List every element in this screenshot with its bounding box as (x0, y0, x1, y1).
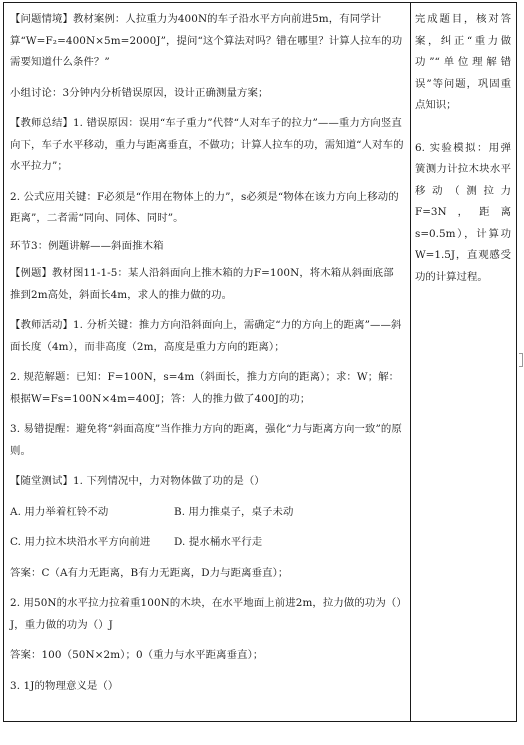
option-d: D. 提水桶水平行走 (174, 536, 263, 548)
solution-paragraph: 2. 规范解题：已知：F=100N，s=4m（斜面长，推力方向的距离）；求：W；解：根据W=Fs=100N×4m=400J；答：人的推力做了400J的功； (10, 371, 400, 405)
answer-1: 答案：C（A有力无距离，B有力无距离，D力与距离垂直）； (10, 566, 289, 579)
side-column (415, 9, 511, 288)
quiz-question-3: 3. 1J的物理意义是（） (10, 679, 119, 692)
option-c: C. 用力拉木块沿水平方向前进 (10, 536, 151, 548)
group-discussion-paragraph: 小组讨论：3分钟内分析错误原因，设计正确测量方案； (10, 86, 269, 99)
lesson-table (3, 2, 517, 722)
experiment-paragraph: 6. 实验模拟：用弹簧测力计拉木块水平移动（测拉力F=3N，距离s=0.5m），计算功W=1.5J，直观感受功的计算过程。 (415, 141, 511, 283)
example-paragraph: 【例题】教材图11-1-5：某人沿斜面向上推木箱的力F=100N，将木箱从斜面底部推到2m高处，斜面长4m，求人的推力做的功。 (10, 267, 394, 301)
option-a: A. 用力举着杠铃不动 (10, 505, 109, 518)
answer-2: 答案：100（50N×2m）；0（重力与水平距离垂直）； (10, 649, 264, 661)
quiz-options-row-1 (10, 502, 404, 524)
mistake-reminder-paragraph: 3. 易错提醒：避免将“斜面高度”当作推力方向的距离，强化“力与距离方向一致”的原则。 (10, 423, 402, 457)
page-edge-marker (519, 353, 523, 367)
student-activity-paragraph: 完成题目，核对答案，纠正“重力做功”“单位理解错误”等问题，巩固重点知识； (415, 13, 511, 111)
teacher-activity-paragraph: 【教师活动】1. 分析关键：推力方向沿斜面向上，需确定“力的方向上的距离”——斜面长度（4m），而非高度（2m，高度是重力方向的距离）； (10, 319, 402, 353)
option-b: B. 用力推桌子，桌子未动 (174, 505, 294, 518)
problem-context-paragraph: 【问题情境】教材案例：人拉重力为400N的车子沿水平方向前进5m，有同学计算“W=F₂=400N×5m=2000J”，提问“这个算法对吗？错在哪里？计算人拉车的功需要知道什么条件？” (10, 13, 403, 68)
quiz-question-2: 2. 用50N的水平拉力拉着重100N的木块，在水平地面上前进2m，拉力做的功为（）J，重力做的功为（）J (10, 597, 402, 631)
column-divider (410, 3, 411, 721)
main-column (10, 9, 404, 697)
quiz-options-row-2 (10, 532, 404, 554)
section-heading: 环节3：例题讲解——斜面推木箱 (10, 239, 164, 252)
formula-key-paragraph: 2. 公式应用关键：F必须是“作用在物体上的力”，s必须是“物体在该力方向上移动的距离”，二者需“同向、同体、同时”。 (10, 190, 399, 224)
teacher-summary-paragraph: 【教师总结】1. 错误原因：误用“车子重力”代替“人对车子的拉力”——重力方向竖直向下，车子水平移动，重力与距离垂直，不做功；计算人拉车的功，需知道“人对车的水平拉力”； (10, 117, 404, 172)
quiz-question-1: 【随堂测试】1. 下列情况中，力对物体做了功的是（） (10, 475, 265, 487)
